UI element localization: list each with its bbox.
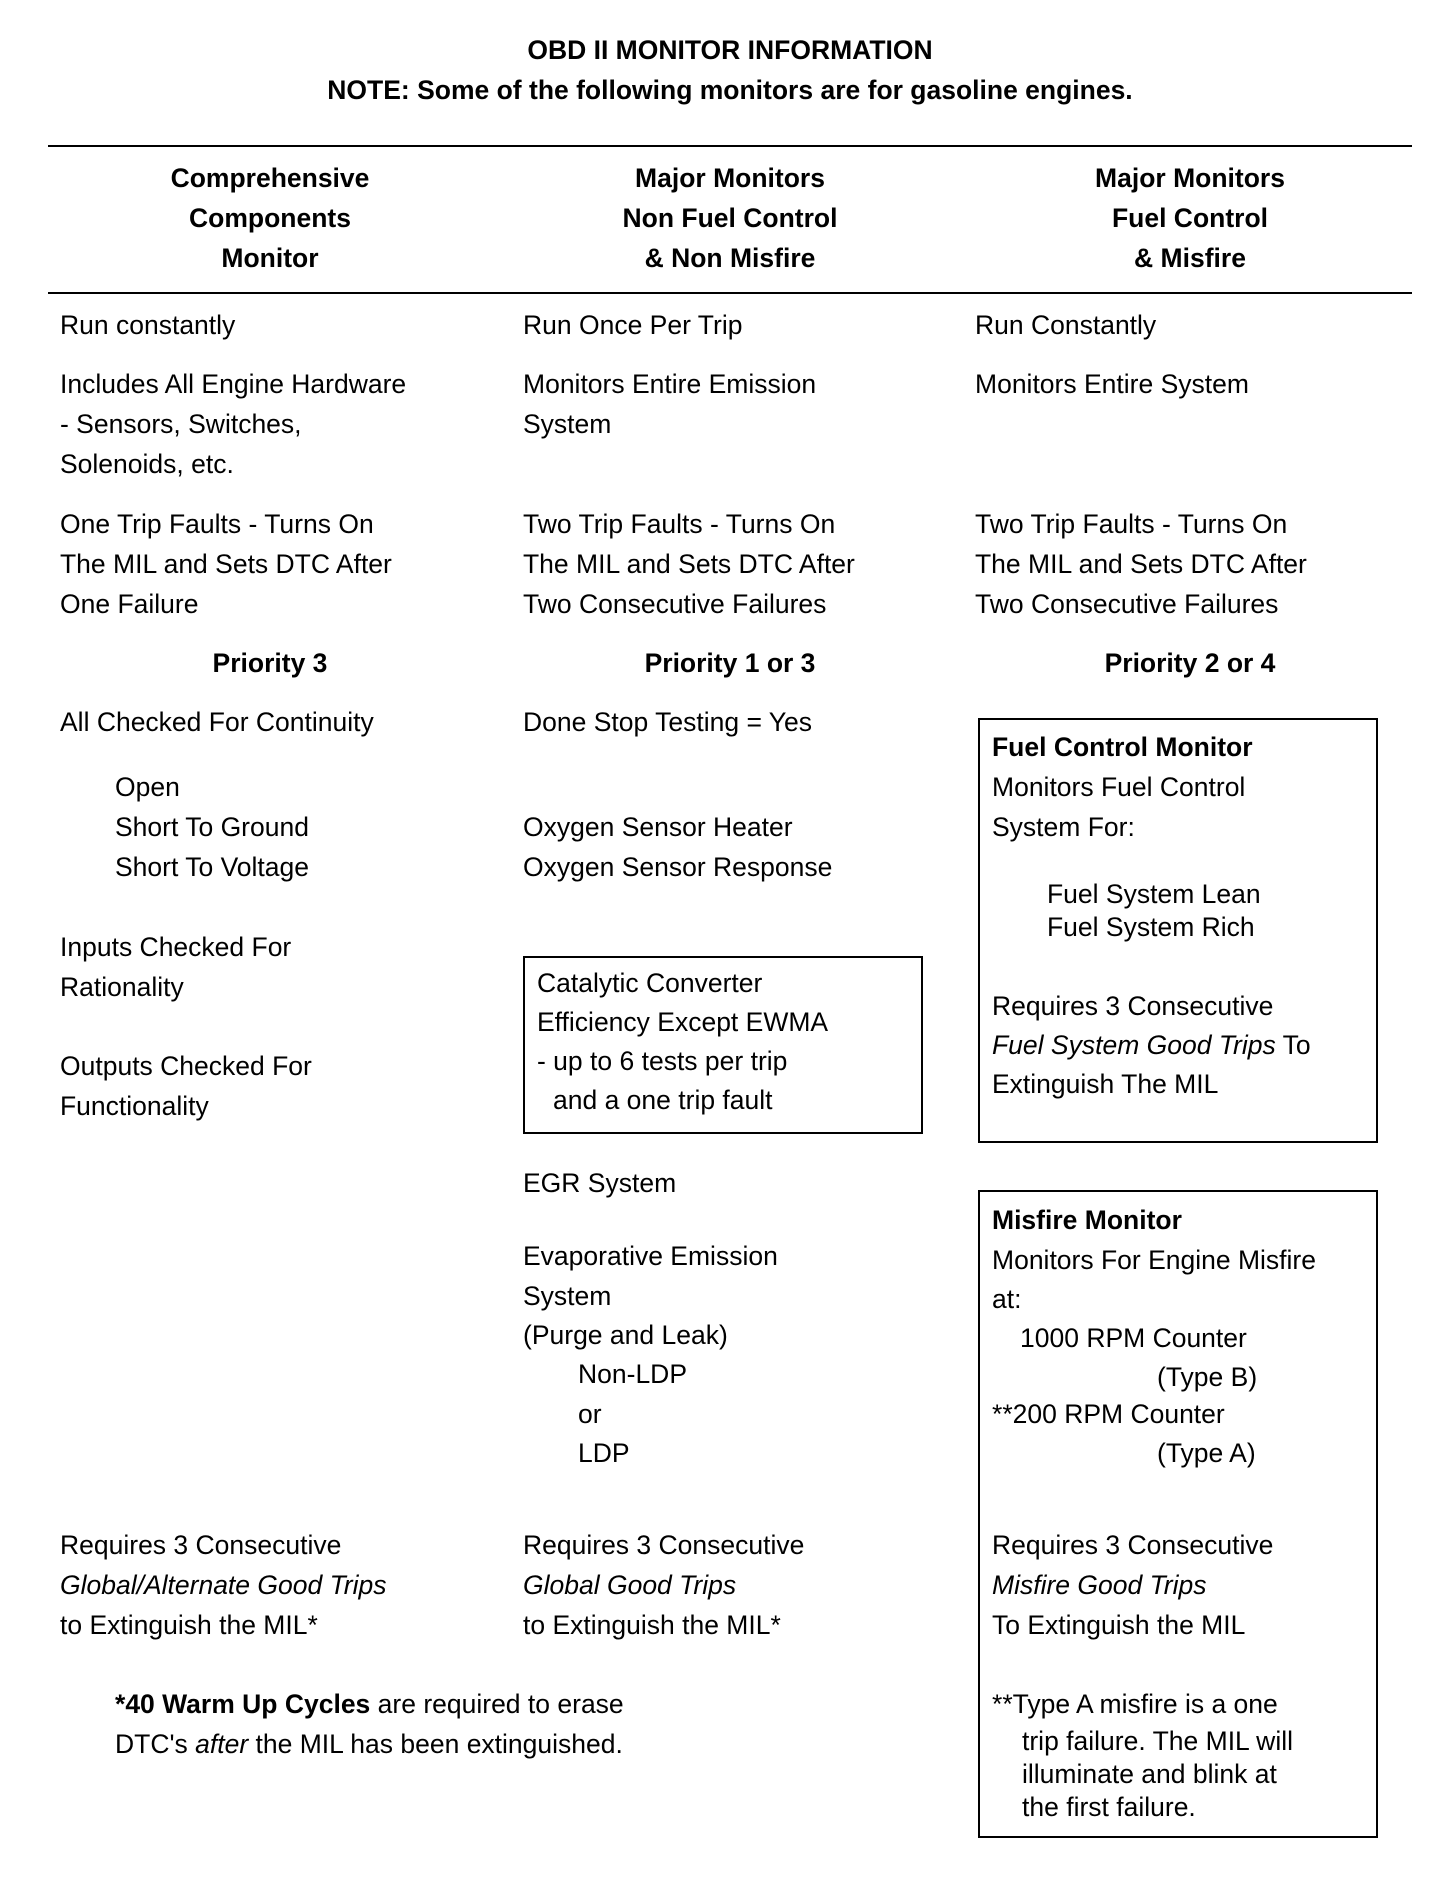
misfire-type-a: (Type A) — [1157, 1438, 1256, 1468]
col1-header-line1: Comprehensive — [170, 163, 370, 193]
col1-continuity: All Checked For Continuity — [60, 707, 374, 737]
col2-run: Run Once Per Trip — [523, 310, 743, 340]
footnote-text2-italic: after — [195, 1729, 249, 1759]
col3-run: Run Constantly — [975, 310, 1157, 340]
col1-faults-line1: One Trip Faults - Turns On — [60, 509, 374, 539]
footnote-text1: are required to erase — [370, 1689, 624, 1719]
misfire-type-b: (Type B) — [1157, 1362, 1258, 1392]
fuel-box-trips-line — [992, 1025, 1311, 1065]
misfire-footnote-line4: the first failure. — [1022, 1792, 1196, 1822]
fuel-box-rich: Fuel System Rich — [1047, 912, 1255, 942]
col2-done: Done Stop Testing = Yes — [523, 707, 813, 737]
misfire-footnote-line3: illuminate and blink at — [1022, 1759, 1277, 1789]
misfire-counter-b: 1000 RPM Counter — [1020, 1323, 1247, 1353]
col1-outputs-line1: Outputs Checked For — [60, 1051, 312, 1081]
col2-requires-trips: Global Good Trips — [523, 1570, 737, 1600]
col2-monitors-line2: System — [523, 409, 612, 439]
col1-includes-line2: - Sensors, Switches, — [60, 409, 302, 439]
col3-monitors: Monitors Entire System — [975, 369, 1249, 399]
col3-faults-line3: Two Consecutive Failures — [975, 589, 1279, 619]
col1-inputs-line2: Rationality — [60, 972, 184, 1002]
col1-header-line2: Components — [189, 203, 351, 233]
fuel-box-trips: Fuel System Good Trips — [992, 1030, 1276, 1060]
catalytic-line1: Catalytic Converter — [537, 968, 763, 998]
fuel-box-requires: Requires 3 Consecutive — [992, 991, 1274, 1021]
misfire-box-line1: Monitors For Engine Misfire — [992, 1245, 1316, 1275]
col2-evap-or: or — [578, 1399, 602, 1429]
col1-inputs-line1: Inputs Checked For — [60, 932, 292, 962]
col2-header-line3: & Non Misfire — [644, 243, 816, 273]
col1-requires-trips: Global/Alternate Good Trips — [60, 1570, 387, 1600]
header-bottom-rule — [48, 292, 1412, 294]
col1-requires-end: to Extinguish the MIL* — [60, 1610, 318, 1640]
misfire-end: To Extinguish the MIL — [992, 1610, 1246, 1640]
misfire-box-title: Misfire Monitor — [992, 1205, 1182, 1235]
col1-check-open: Open — [115, 772, 180, 802]
page-title: OBD II MONITOR INFORMATION — [527, 35, 933, 65]
misfire-trips: Misfire Good Trips — [992, 1570, 1207, 1600]
footnote-line1 — [115, 1684, 624, 1724]
col2-evap-line3: (Purge and Leak) — [523, 1320, 728, 1350]
col1-includes-line1: Includes All Engine Hardware — [60, 369, 407, 399]
col1-outputs-line2: Functionality — [60, 1091, 209, 1121]
col3-header-line2: Fuel Control — [1111, 203, 1269, 233]
col1-faults-line3: One Failure — [60, 589, 199, 619]
catalytic-line3: - up to 6 tests per trip — [537, 1046, 788, 1076]
col2-requires: Requires 3 Consecutive — [523, 1530, 805, 1560]
footnote-bold: *40 Warm Up Cycles — [115, 1689, 371, 1719]
col1-priority: Priority 3 — [212, 648, 328, 678]
fuel-box-line1: Monitors Fuel Control — [992, 772, 1246, 802]
catalytic-line4: and a one trip fault — [553, 1085, 773, 1115]
col2-egr: EGR System — [523, 1168, 677, 1198]
col2-evap-non-ldp: Non-LDP — [578, 1359, 687, 1389]
col3-header-line1: Major Monitors — [1095, 163, 1285, 193]
fuel-box-lean: Fuel System Lean — [1047, 879, 1261, 909]
fuel-box-line2: System For: — [992, 812, 1135, 842]
col2-header-line2: Non Fuel Control — [622, 203, 838, 233]
col2-oxygen-response: Oxygen Sensor Response — [523, 852, 833, 882]
col2-requires-end: to Extinguish the MIL* — [523, 1610, 781, 1640]
col1-header-line3: Monitor — [221, 243, 319, 273]
col2-header-line1: Major Monitors — [635, 163, 825, 193]
col1-faults-line2: The MIL and Sets DTC After — [60, 549, 392, 579]
catalytic-line2: Efficiency Except EWMA — [537, 1007, 829, 1037]
fuel-box-trips-suffix: To — [1275, 1030, 1311, 1060]
col2-oxygen-heater: Oxygen Sensor Heater — [523, 812, 793, 842]
col1-check-ground: Short To Ground — [115, 812, 309, 842]
col1-includes-line3: Solenoids, etc. — [60, 449, 234, 479]
misfire-requires: Requires 3 Consecutive — [992, 1530, 1274, 1560]
col1-check-voltage: Short To Voltage — [115, 852, 309, 882]
footnote-line2 — [115, 1724, 623, 1764]
misfire-counter-a: **200 RPM Counter — [992, 1399, 1225, 1429]
col2-evap-line2: System — [523, 1281, 612, 1311]
col2-monitors-line1: Monitors Entire Emission — [523, 369, 817, 399]
col3-faults-line1: Two Trip Faults - Turns On — [975, 509, 1288, 539]
col1-run: Run constantly — [60, 310, 236, 340]
header-top-rule — [48, 145, 1412, 147]
fuel-box-title: Fuel Control Monitor — [992, 732, 1253, 762]
misfire-footnote-line2: trip failure. The MIL will — [1022, 1726, 1293, 1756]
col1-requires: Requires 3 Consecutive — [60, 1530, 342, 1560]
col2-faults-line3: Two Consecutive Failures — [523, 589, 827, 619]
col2-priority: Priority 1 or 3 — [644, 648, 816, 678]
fuel-box-end: Extinguish The MIL — [992, 1069, 1219, 1099]
footnote-text2-post: the MIL has been extinguished. — [248, 1729, 623, 1759]
page-note: NOTE: Some of the following monitors are for gasoline engines. — [327, 75, 1133, 105]
col3-header-line3: & Misfire — [1134, 243, 1246, 273]
misfire-footnote-line1: **Type A misfire is a one — [992, 1689, 1278, 1719]
col2-evap-line1: Evaporative Emission — [523, 1241, 778, 1271]
col3-faults-line2: The MIL and Sets DTC After — [975, 549, 1307, 579]
footnote-text2-pre: DTC's — [115, 1729, 196, 1759]
col2-faults-line1: Two Trip Faults - Turns On — [523, 509, 836, 539]
col3-priority: Priority 2 or 4 — [1104, 648, 1276, 678]
col2-evap-ldp: LDP — [578, 1438, 630, 1468]
col2-faults-line2: The MIL and Sets DTC After — [523, 549, 855, 579]
misfire-box-line2: at: — [992, 1284, 1022, 1314]
